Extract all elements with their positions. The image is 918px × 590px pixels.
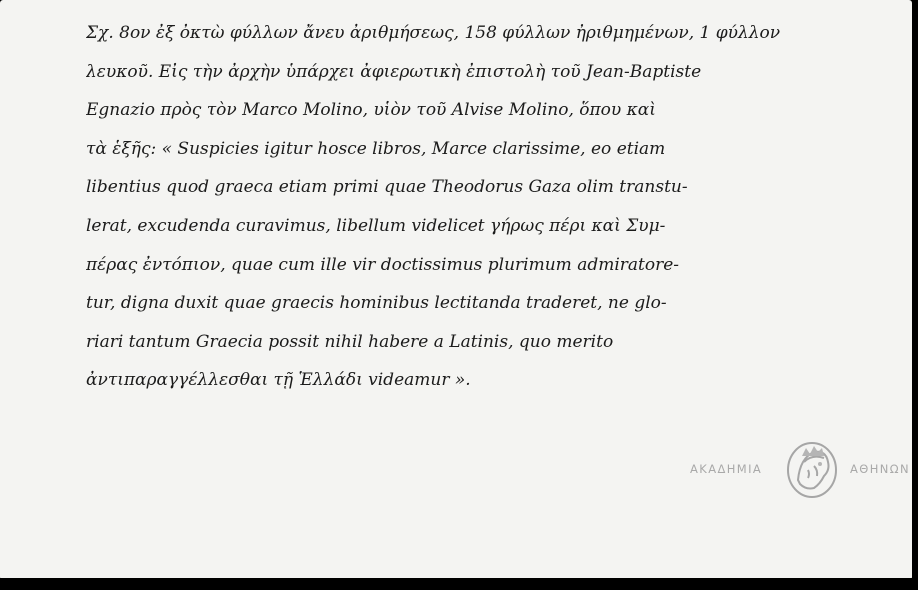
academy-watermark: [688, 440, 914, 500]
watermark-left-text: ΑΚΑΔΗΜΙΑ: [690, 462, 763, 476]
note-line-10: ἀντιπαραγγέλλεσθαι τῇ Ἑλλάδι videamur ».: [86, 370, 471, 391]
note-line-6: lerat, excudenda curavimus, libellum videlicet γήρως πέρι καὶ Συμ-: [86, 215, 666, 236]
note-line-9: riari tantum Graecia possit nihil habere a Latinis, quo merito: [86, 331, 614, 352]
athena-head-seal-icon: [784, 440, 840, 500]
note-line-1: Σχ. 8ον ἐξ ὀκτὼ φύλλων ἄνευ ἀριθμήσεως, 158 φύλλων ἠριθμημένων, 1 φύλλον: [86, 23, 781, 43]
scan-border: [0, 578, 918, 590]
note-line-4: τὰ ἑξῆς: « Suspicies igitur hosce libros, Marce clarissime, eo etiam: [86, 138, 666, 159]
watermark-right-text: ΑΘΗΝΩΝ: [850, 462, 910, 476]
note-line-8: tur, digna duxit quae graecis hominibus lectitanda traderet, ne glo-: [86, 293, 667, 314]
note-line-7: πέρας ἐντόπιον, quae cum ille vir doctissimus plurimum admiratore-: [86, 254, 680, 275]
handwritten-note: [86, 14, 902, 400]
note-line-3: Egnazio πρὸς τὸν Marco Molino, υἱὸν τοῦ Alvise Molino, ὅπου καὶ: [86, 100, 656, 121]
note-line-5: libentius quod graeca etiam primi quae Theodorus Gaza olim transtu-: [86, 177, 688, 198]
note-line-2: λευκοῦ. Εἰς τὴν ἀρχὴν ὑπάρχει ἀφιερωτικὴ ἐπιστολὴ τοῦ Jean-Baptiste: [86, 61, 702, 82]
